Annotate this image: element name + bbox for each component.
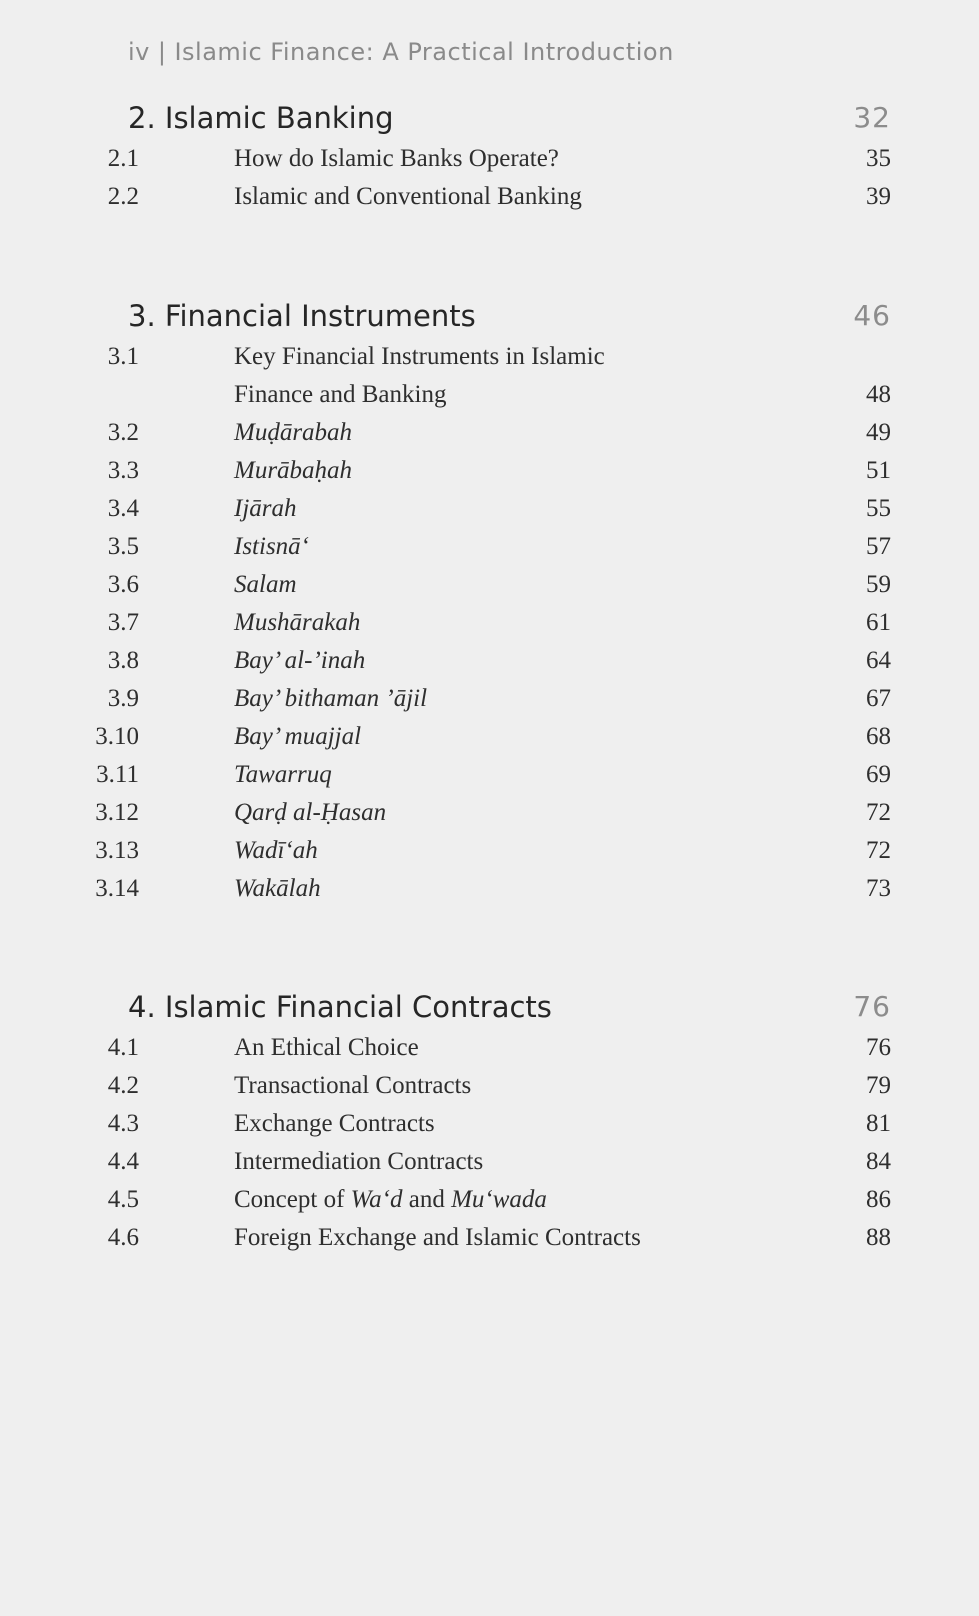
entry-number: 3.10 [95, 723, 139, 750]
entry-title-term-wad: Wa‘d [350, 1186, 403, 1213]
toc-entry [0, 452, 891, 490]
entry-page: 57 [866, 533, 891, 560]
entry-title: Ijārah [234, 495, 297, 522]
entry-title: Bay’ bithaman ’ājil [234, 685, 428, 712]
toc-entry [0, 178, 891, 216]
entry-title: Mushārakah [234, 609, 361, 636]
toc-entry [0, 1181, 891, 1219]
toc-entry [0, 1067, 891, 1105]
entry-title: An Ethical Choice [234, 1034, 419, 1061]
entry-title: Muḍārabah [234, 419, 353, 446]
entry-title [234, 1181, 547, 1219]
toc-entry [0, 718, 891, 756]
entry-number: 4.5 [107, 1186, 139, 1213]
entry-title: Bay’ muajjal [234, 723, 362, 750]
chapter-title: 3. Financial Instruments [128, 299, 476, 333]
toc-entry [0, 1105, 891, 1143]
entry-page: 61 [866, 609, 891, 636]
entry-page: 35 [866, 145, 891, 172]
book-title: Islamic Finance: A Practical Introduction [174, 38, 674, 66]
chapter-heading [128, 98, 891, 138]
entry-number: 2.1 [107, 145, 139, 172]
entry-number: 3.8 [107, 647, 139, 674]
entry-page: 84 [866, 1148, 891, 1175]
chapter-title: 2. Islamic Banking [128, 101, 394, 135]
entry-title: Salam [234, 571, 297, 598]
toc-entry [0, 756, 891, 794]
entry-title: Transactional Contracts [234, 1072, 472, 1099]
entry-page: 39 [866, 183, 891, 210]
toc-entry [0, 1219, 891, 1257]
toc-entry [0, 414, 891, 452]
entry-page: 72 [866, 799, 891, 826]
entry-page: 64 [866, 647, 891, 674]
entry-page: 49 [866, 419, 891, 446]
chapter-page: 46 [853, 299, 891, 332]
entry-number: 4.6 [107, 1224, 139, 1251]
toc-entry [0, 490, 891, 528]
entry-page: 76 [866, 1034, 891, 1061]
toc-entry [0, 528, 891, 566]
toc-entry [0, 680, 891, 718]
toc-entry-continuation [0, 376, 891, 414]
entry-page: 73 [866, 875, 891, 902]
chapter-page: 32 [853, 101, 891, 134]
entry-number: 4.4 [107, 1148, 139, 1175]
entry-page: 86 [866, 1186, 891, 1213]
chapter-page: 76 [853, 990, 891, 1023]
toc-entry [0, 1029, 891, 1067]
entry-page: 72 [866, 837, 891, 864]
entry-number: 3.6 [107, 571, 139, 598]
entry-number: 3.2 [107, 419, 139, 446]
entry-title: Wakālah [234, 875, 321, 902]
entry-number: 3.11 [96, 761, 139, 788]
entry-number: 2.2 [107, 183, 139, 210]
toc-entry [0, 832, 891, 870]
entry-page: 59 [866, 571, 891, 598]
toc-entry [0, 1143, 891, 1181]
entry-page: 51 [866, 457, 891, 484]
entry-page: 48 [866, 381, 891, 408]
entry-title: Istisnā‘ [234, 533, 309, 560]
entry-page: 69 [866, 761, 891, 788]
running-head-separator: | [157, 38, 167, 66]
entry-title: Islamic and Conventional Banking [234, 183, 582, 210]
entry-page: 67 [866, 685, 891, 712]
entry-number: 3.7 [107, 609, 139, 636]
toc-entry [0, 140, 891, 178]
entry-title-continuation: Finance and Banking [234, 381, 447, 408]
entry-number: 3.12 [95, 799, 139, 826]
entry-title: Exchange Contracts [234, 1110, 435, 1137]
entry-title: Key Financial Instruments in Islamic [234, 343, 605, 370]
entry-title: Murābaḥah [234, 457, 353, 484]
folio: iv [128, 38, 150, 66]
entry-page: 55 [866, 495, 891, 522]
toc-entry [0, 338, 891, 376]
entry-number: 4.3 [107, 1110, 139, 1137]
toc-entry [0, 870, 891, 908]
running-head [128, 38, 674, 66]
chapter-heading [128, 987, 891, 1027]
entry-page: 68 [866, 723, 891, 750]
entry-number: 3.1 [107, 343, 139, 370]
entry-title: Intermediation Contracts [234, 1148, 484, 1175]
entry-title-part: and [402, 1186, 452, 1213]
entry-page: 81 [866, 1110, 891, 1137]
entry-title: How do Islamic Banks Operate? [234, 145, 559, 172]
entry-page: 79 [866, 1072, 891, 1099]
entry-title-term-muwada: Mu‘wada [451, 1186, 547, 1213]
entry-title: Tawarruq [234, 761, 332, 788]
toc-entry [0, 794, 891, 832]
entry-title: Bay’ al-’inah [234, 647, 366, 674]
entry-title: Qarḍ al-Ḥasan [234, 799, 387, 826]
entry-number: 3.13 [95, 837, 139, 864]
entry-number: 3.5 [107, 533, 139, 560]
entry-page: 88 [866, 1224, 891, 1251]
entry-title: Foreign Exchange and Islamic Contracts [234, 1224, 641, 1251]
entry-number: 4.1 [107, 1034, 139, 1061]
toc-entry [0, 566, 891, 604]
toc-entry [0, 604, 891, 642]
entry-number: 3.14 [95, 875, 139, 902]
toc-entry [0, 642, 891, 680]
entry-title-part: Concept of [234, 1186, 351, 1213]
chapter-title: 4. Islamic Financial Contracts [128, 990, 552, 1024]
entry-number: 4.2 [107, 1072, 139, 1099]
entry-number: 3.9 [107, 685, 139, 712]
entry-number: 3.3 [107, 457, 139, 484]
chapter-heading [128, 296, 891, 336]
entry-number: 3.4 [107, 495, 139, 522]
entry-title: Wadī‘ah [234, 837, 318, 864]
